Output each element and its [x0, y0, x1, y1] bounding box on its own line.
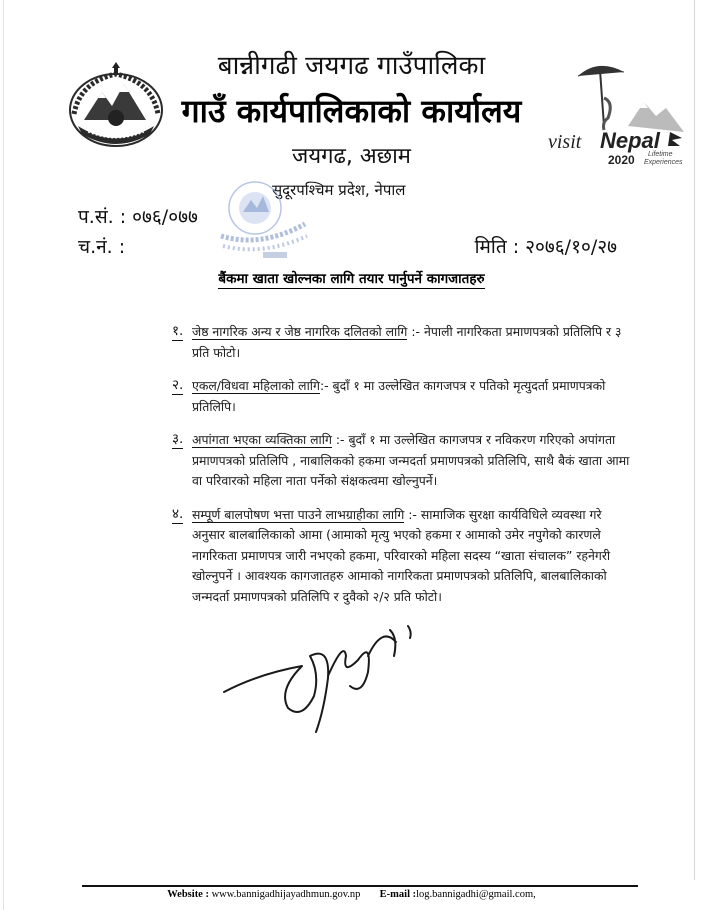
ps-value: ०७६/०७७ — [132, 206, 198, 228]
item-text — [192, 322, 630, 363]
requirements-list — [160, 322, 630, 620]
item-body: :- नेपाली नागरिकता प्रमाणपत्रको प्रतिलिपि र ३ प्रति फोटो। — [192, 324, 622, 360]
experiences-text: Experiences — [644, 159, 683, 166]
letter-date — [475, 233, 617, 259]
handwritten-signature — [218, 616, 448, 736]
email-label: E-mail : — [379, 889, 417, 900]
dispatch-number — [78, 233, 125, 259]
municipality-name: बान्नीगढी जयगढ गाउँपालिका — [217, 51, 486, 81]
item-number: ३. — [172, 431, 184, 447]
letter-subject — [0, 269, 703, 287]
list-item — [160, 322, 630, 363]
lifetime-text: Lifetime — [648, 151, 673, 158]
year-text: 2020 — [608, 153, 635, 167]
item-text — [192, 376, 630, 417]
list-item — [160, 430, 630, 492]
office-seal-stamp — [213, 172, 311, 262]
reference-number — [78, 203, 198, 229]
item-body: :- सामाजिक सुरक्षा कार्यविधिले व्यवस्था गरे अनुसार बालबालिकाको आमा (आमाको मृत्यु भएको हकमा र आमाको उमेर नपुगेको कारणले नागरिकता प्रमाणपत्र जारी नभएको हकमा, परिवारको महिला सदस्य “खाता संचालक” रहनेगरी खोल्नुपर्ने । आवश्यक कागजातहरु आमाको नागरिकता प्रमाणपत्रको प्रतिलिपि, बालबालिकाको जन्मदर्ता प्रमाणपत्रको प्रतिलिपि र दुवैको २/२ प्रति फोटो। — [192, 506, 611, 604]
website-label: Website : — [167, 889, 209, 900]
item-number: २. — [172, 377, 184, 393]
item-body: :- बुदाँ १ मा उल्लेखित कागजपत्र र नविकरण गरिएको अपांगता प्रमाणपत्रको प्रतिलिपि , नाबालिकको हकमा जन्मदर्ता प्रमाणपत्रको प्रतिलिपि, साथै बैकं खाता आमा वा परिवारको महिला नाता पर्नेको संक्षकत्वमा खोल्नुपर्ने। — [192, 432, 630, 488]
footer-rule — [82, 885, 638, 887]
item-number: ४. — [172, 505, 184, 522]
nepal-text: Nepal — [600, 128, 660, 153]
item-text — [192, 430, 630, 492]
scan-edge-right — [694, 0, 695, 880]
list-item — [160, 376, 630, 417]
item-text — [192, 505, 630, 608]
date-value: २०७६/१०/२७ — [525, 236, 617, 258]
website-link[interactable]: www.bannigadhijayadhmun.gov.np — [211, 889, 361, 900]
date-label: मिति : — [474, 236, 520, 258]
office-location: जयगढ, अछाम — [292, 144, 411, 169]
subject-text: बैंकमा खाता खोल्नका लागि तयार पार्नुपर्ने कागजातहरु — [218, 271, 485, 287]
list-item — [160, 505, 630, 608]
item-body: :- बुदाँ १ मा उल्लेखित कागजपत्र र पतिको मृत्युदर्ता प्रमाणपत्रको प्रतिलिपि। — [192, 378, 606, 414]
item-heading: एकल/विधवा महिलाको लागि — [192, 378, 320, 393]
cn-label: च.नं. : — [78, 236, 126, 258]
item-heading: जेष्ठ नागरिक अन्य र जेष्ठ नागरिक दलितको लागि — [192, 324, 408, 339]
visit-text: visit — [548, 131, 582, 153]
scan-edge-left — [3, 0, 4, 910]
ps-label: प.सं. : — [78, 206, 127, 228]
office-name: गाउँ कार्यपालिकाको कार्यालय — [181, 92, 522, 130]
email-link[interactable]: log.bannigadhi@gmail.com, — [416, 889, 536, 900]
footer-contact — [0, 889, 703, 900]
province-line: सुदूरपश्चिम प्रदेश, नेपाल — [272, 181, 406, 199]
item-heading: सम्पूर्ण बालपोषण भत्ता पाउने लाभग्राहीका लागि — [192, 506, 405, 522]
item-number: १. — [172, 323, 184, 339]
item-heading: अपांगता भएका व्यक्तिका लागि — [192, 432, 332, 447]
